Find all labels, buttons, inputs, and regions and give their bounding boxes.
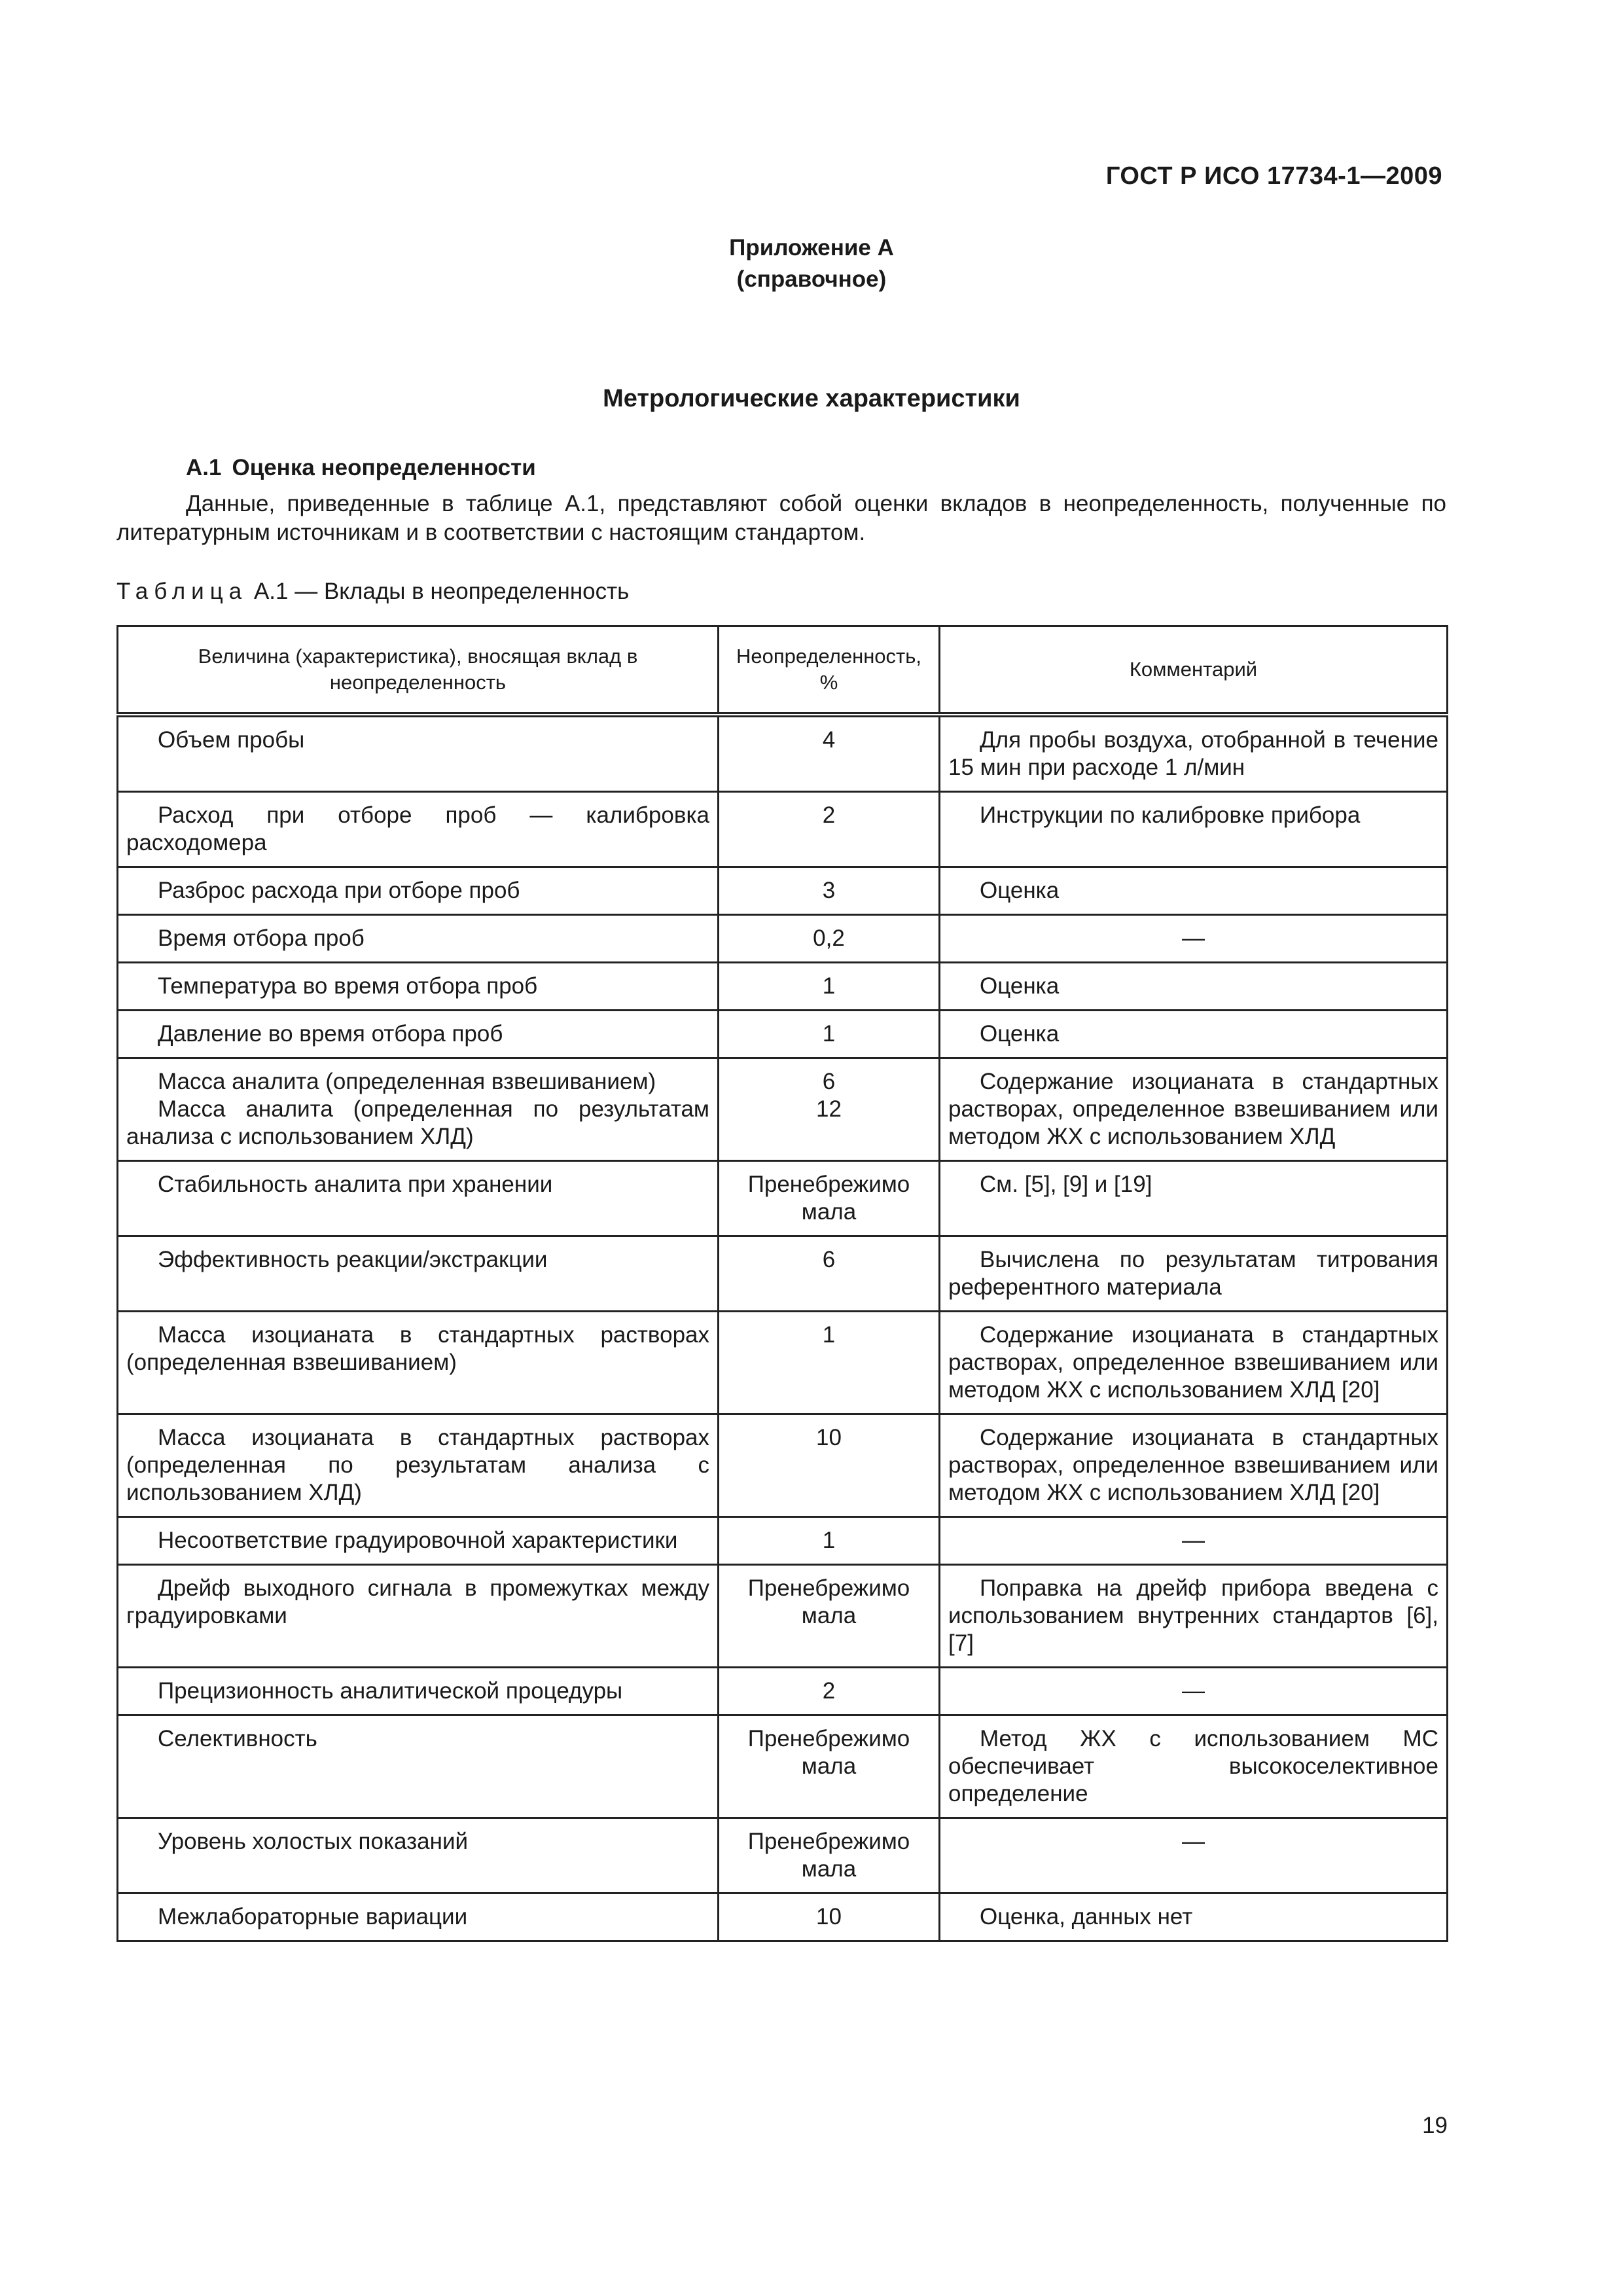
section-number: А.1 — [186, 455, 222, 480]
cell-comment: Оценка — [940, 867, 1448, 915]
cell-quantity: Разброс расхода при отборе проб — [118, 867, 719, 915]
cell-comment: — — [940, 1668, 1448, 1715]
table-row — [118, 1893, 1448, 1941]
table-row — [118, 1414, 1448, 1517]
cell-quantity-line: Масса аналита (определенная по результатам анализа с использованием ХЛД) — [126, 1096, 709, 1149]
cell-uncertainty: 10 — [719, 1893, 940, 1941]
cell-quantity: Межлабораторные вариации — [118, 1893, 719, 1941]
cell-quantity: Прецизионность аналитической процедуры — [118, 1668, 719, 1715]
cell-quantity: Время отбора проб — [118, 915, 719, 963]
cell-uncertainty-line: 12 — [816, 1096, 842, 1122]
table-row — [118, 963, 1448, 1011]
cell-uncertainty: 6 — [719, 1236, 940, 1312]
cell-quantity: Масса изоцианата в стандартных растворах (определенная по результатам анализа с использованием ХЛД) — [118, 1414, 719, 1517]
cell-comment: См. [5], [9] и [19] — [940, 1161, 1448, 1236]
section-title: Оценка неопределенности — [232, 455, 536, 480]
cell-quantity: Дрейф выходного сигнала в промежутках между градуировками — [118, 1565, 719, 1668]
cell-quantity: Эффективность реакции/экстракции — [118, 1236, 719, 1312]
intro-paragraph: Данные, приведенные в таблице А.1, представляют собой оценки вкладов в неопределенность, полученные по литературным источникам и в соответствии с настоящим стандартом. — [116, 491, 1446, 545]
appendix-type: (справочное) — [736, 266, 887, 292]
header-quantity: Величина (характеристика), вносящая вклад в неопределенность — [118, 626, 719, 715]
cell-comment: Содержание изоцианата в стандартных растворах, определенное взвешиванием или методом ЖХ с использованием ХЛД [20] — [940, 1312, 1448, 1414]
cell-uncertainty: 10 — [719, 1414, 940, 1517]
document-code: ГОСТ Р ИСО 17734-1—2009 — [1105, 162, 1442, 190]
cell-uncertainty: Пренебрежимо мала — [719, 1715, 940, 1818]
table-row — [118, 1011, 1448, 1058]
cell-comment: Содержание изоцианата в стандартных растворах, определенное взвешиванием или методом ЖХ с использованием ХЛД — [940, 1058, 1448, 1161]
cell-uncertainty: 1 — [719, 1517, 940, 1565]
cell-quantity: Расход при отборе проб — калибровка расходомера — [118, 792, 719, 867]
page-number: 19 — [1422, 2113, 1448, 2138]
cell-quantity-line: Масса аналита (определенная взвешиванием) — [158, 1069, 656, 1094]
cell-quantity: Селективность — [118, 1715, 719, 1818]
page-title: Метрологические характеристики — [603, 385, 1020, 412]
cell-uncertainty: 1 — [719, 1011, 940, 1058]
cell-uncertainty: 3 — [719, 867, 940, 915]
header-comment: Комментарий — [940, 626, 1448, 715]
header-uncertainty: Неопределенность, % — [719, 626, 940, 715]
cell-uncertainty: 1 — [719, 1312, 940, 1414]
cell-quantity: Масса изоцианата в стандартных растворах (определенная взвешиванием) — [118, 1312, 719, 1414]
cell-uncertainty-line: 6 — [822, 1069, 836, 1094]
cell-uncertainty: 4 — [719, 715, 940, 792]
cell-comment: Содержание изоцианата в стандартных растворах, определенное взвешиванием или методом ЖХ с использованием ХЛД [20] — [940, 1414, 1448, 1517]
cell-quantity: Давление во время отбора проб — [118, 1011, 719, 1058]
cell-quantity: Стабильность аналита при хранении — [118, 1161, 719, 1236]
table-row — [118, 1312, 1448, 1414]
cell-uncertainty: Пренебрежимо мала — [719, 1818, 940, 1893]
table-row — [118, 1517, 1448, 1565]
table-row — [118, 1565, 1448, 1668]
table-row — [118, 867, 1448, 915]
table-header-row — [118, 626, 1448, 715]
cell-comment: — — [940, 915, 1448, 963]
table-row — [118, 1668, 1448, 1715]
table-row — [118, 1818, 1448, 1893]
table-row — [118, 715, 1448, 792]
appendix-label — [0, 232, 1623, 295]
cell-uncertainty: Пренебрежимо мала — [719, 1161, 940, 1236]
table-row — [118, 1715, 1448, 1818]
section-heading — [186, 455, 536, 481]
cell-quantity — [118, 1058, 719, 1161]
table-row — [118, 1161, 1448, 1236]
cell-comment: — — [940, 1517, 1448, 1565]
cell-comment: Инструкции по калибровке прибора — [940, 792, 1448, 867]
cell-comment: Вычислена по результатам титрования референтного материала — [940, 1236, 1448, 1312]
cell-comment: Для пробы воздуха, отобранной в течение 15 мин при расходе 1 л/мин — [940, 715, 1448, 792]
cell-uncertainty: 2 — [719, 1668, 940, 1715]
cell-comment: Оценка — [940, 1011, 1448, 1058]
cell-uncertainty: Пренебрежимо мала — [719, 1565, 940, 1668]
cell-uncertainty — [719, 1058, 940, 1161]
cell-uncertainty: 0,2 — [719, 915, 940, 963]
uncertainty-table — [116, 625, 1448, 1942]
appendix-title: Приложение А — [729, 235, 894, 260]
table-row — [118, 1236, 1448, 1312]
table-row — [118, 1058, 1448, 1161]
cell-uncertainty: 2 — [719, 792, 940, 867]
cell-comment: Оценка, данных нет — [940, 1893, 1448, 1941]
table-caption-word: Таблица — [116, 579, 248, 604]
cell-comment: Метод ЖХ с использованием МС обеспечивает высокоселективное определение — [940, 1715, 1448, 1818]
table-row — [118, 792, 1448, 867]
table-caption — [116, 579, 629, 605]
cell-quantity: Температура во время отбора проб — [118, 963, 719, 1011]
cell-quantity: Уровень холостых показаний — [118, 1818, 719, 1893]
table-caption-text: А.1 — Вклады в неопределенность — [247, 579, 630, 604]
cell-comment: Поправка на дрейф прибора введена с использованием внутренних стандартов [6], [7] — [940, 1565, 1448, 1668]
cell-comment: Оценка — [940, 963, 1448, 1011]
table-row — [118, 915, 1448, 963]
cell-uncertainty: 1 — [719, 963, 940, 1011]
cell-quantity: Объем пробы — [118, 715, 719, 792]
cell-comment: — — [940, 1818, 1448, 1893]
cell-quantity: Несоответствие градуировочной характеристики — [118, 1517, 719, 1565]
